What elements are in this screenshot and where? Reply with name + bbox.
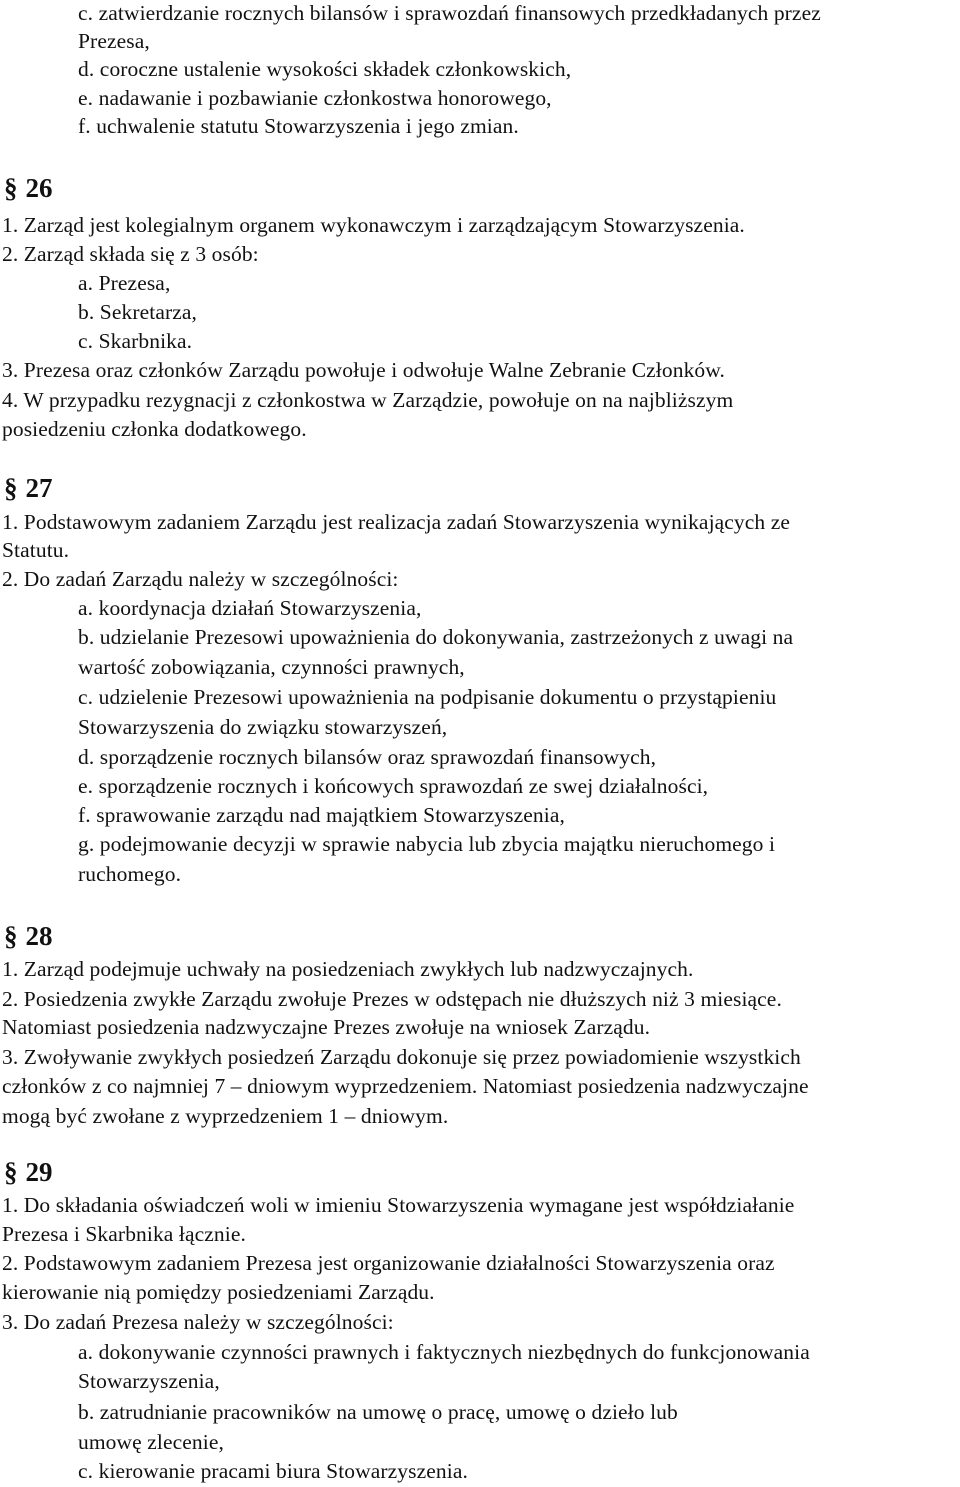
paragraph: 2. Do zadań Zarządu należy w szczególności: [2,567,399,591]
section-number: 26 [25,173,53,203]
paragraph-continuation: Prezesa i Skarbnika łącznie. [2,1222,246,1246]
paragraph-continuation: posiedzeniu członka dodatkowego. [2,417,307,441]
list-item: d. coroczne ustalenie wysokości składek członkowskich, [78,57,572,81]
section-heading-27 [4,472,53,504]
list-item-continuation: Stowarzyszenia, [78,1369,220,1393]
paragraph: 3. Do zadań Prezesa należy w szczególności: [2,1310,394,1334]
list-item: c. Skarbnika. [78,329,193,353]
list-item: c. zatwierdzanie rocznych bilansów i sprawozdań finansowych przedkładanych przez [78,1,821,25]
list-item: f. sprawowanie zarządu nad majątkiem Stowarzyszenia, [78,803,565,827]
section-number: 29 [25,1157,53,1187]
list-item-continuation: wartość zobowiązania, czynności prawnych, [78,655,465,679]
paragraph-continuation: kierowanie nią pomiędzy posiedzeniami Zarządu. [2,1280,435,1304]
section-number: 27 [25,473,53,503]
section-number: 28 [25,921,53,951]
section-symbol: § [4,1157,18,1187]
section-symbol: § [4,921,18,951]
list-item: a. dokonywanie czynności prawnych i faktycznych niezbędnych do funkcjonowania [78,1340,810,1364]
paragraph: 2. Podstawowym zadaniem Prezesa jest organizowanie działalności Stowarzyszenia oraz [2,1251,775,1275]
section-heading-28 [4,920,53,952]
paragraph-continuation: mogą być zwołane z wyprzedzeniem 1 – dniowym. [2,1104,449,1128]
section-heading-29 [4,1156,53,1188]
list-item: e. sporządzenie rocznych i końcowych sprawozdań ze swej działalności, [78,774,709,798]
list-item: b. udzielanie Prezesowi upoważnienia do dokonywania, zastrzeżonych z uwagi na [78,625,794,649]
list-item: b. zatrudnianie pracowników na umowę o pracę, umowę o dzieło lub [78,1400,678,1424]
list-item: e. nadawanie i pozbawianie członkostwa honorowego, [78,86,552,110]
paragraph: 4. W przypadku rezygnacji z członkostwa w Zarządzie, powołuje on na najbliższym [2,388,734,412]
list-item-continuation: Prezesa, [78,29,150,53]
paragraph: 1. Podstawowym zadaniem Zarządu jest realizacja zadań Stowarzyszenia wynikających ze [2,510,791,534]
paragraph: 2. Posiedzenia zwykłe Zarządu zwołuje Prezes w odstępach nie dłuższych niż 3 miesiące. [2,987,782,1011]
list-item: d. sporządzenie rocznych bilansów oraz sprawozdań finansowych, [78,745,657,769]
list-item: a. koordynacja działań Stowarzyszenia, [78,596,422,620]
list-item-continuation: umowę zlecenie, [78,1430,224,1454]
paragraph: 1. Zarząd podejmuje uchwały na posiedzeniach zwykłych lub nadzwyczajnych. [2,957,694,981]
section-symbol: § [4,473,18,503]
list-item: a. Prezesa, [78,271,171,295]
section-symbol: § [4,173,18,203]
list-item: g. podejmowanie decyzji w sprawie nabycia lub zbycia majątku nieruchomego i [78,832,776,856]
list-item-continuation: Stowarzyszenia do związku stowarzyszeń, [78,715,448,739]
paragraph: 1. Do składania oświadczeń woli w imieniu Stowarzyszenia wymagane jest współdziałanie [2,1193,795,1217]
paragraph-continuation: członków z co najmniej 7 – dniowym wyprzedzeniem. Natomiast posiedzenia nadzwyczajne [2,1074,809,1098]
list-item: c. udzielenie Prezesowi upoważnienia na podpisanie dokumentu o przystąpieniu [78,685,777,709]
paragraph: 3. Zwoływanie zwykłych posiedzeń Zarządu dokonuje się przez powiadomienie wszystkich [2,1045,801,1069]
paragraph: 2. Zarząd składa się z 3 osób: [2,242,259,266]
list-item: c. kierowanie pracami biura Stowarzyszenia. [78,1459,468,1483]
list-item-continuation: ruchomego. [78,862,182,886]
paragraph: 1. Zarząd jest kolegialnym organem wykonawczym i zarządzającym Stowarzyszenia. [2,213,745,237]
section-heading-26 [4,172,53,204]
list-item: f. uchwalenie statutu Stowarzyszenia i jego zmian. [78,114,519,138]
paragraph-continuation: Statutu. [2,538,70,562]
list-item: b. Sekretarza, [78,300,197,324]
paragraph-continuation: Natomiast posiedzenia nadzwyczajne Prezes zwołuje na wniosek Zarządu. [2,1015,651,1039]
paragraph: 3. Prezesa oraz członków Zarządu powołuje i odwołuje Walne Zebranie Członków. [2,358,725,382]
